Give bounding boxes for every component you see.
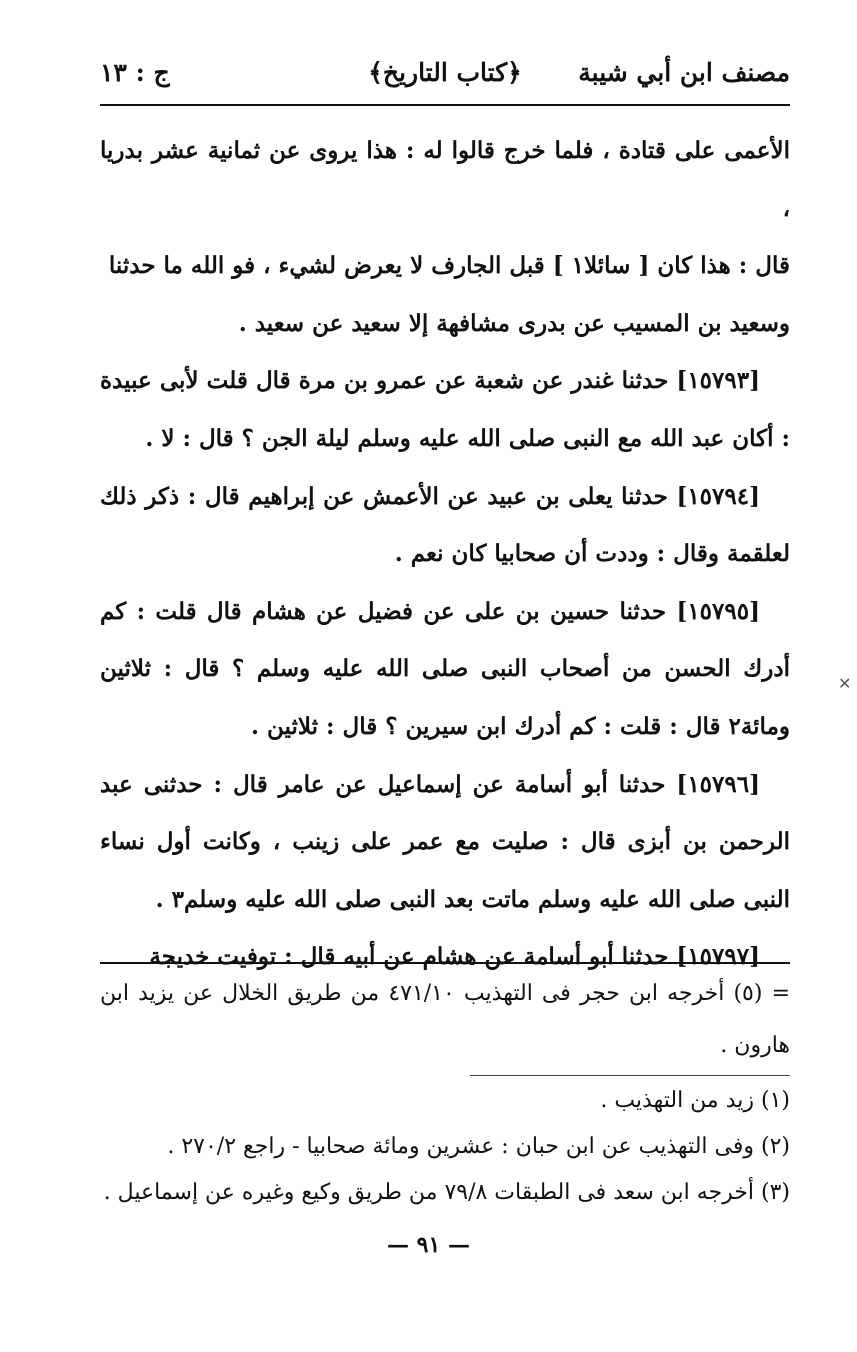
hadith-entry: [١٥٧٩٥] حدثنا حسين بن على عن فضيل عن هشام قال قلت : كم أدرك الحسن من أصحاب النبى صلى الله عليه وسلم ؟ قال : ثلاثين ومائة٢ قال : قلت : كم أدرك ابن سيرين ؟ قال : ثلاثين . (100, 597, 790, 740)
hadith-entry: [١٥٧٩٣] حدثنا غندر عن شعبة عن عمرو بن مرة قال قلت لأبى عبيدة : أكان عبد الله مع النبى صلى الله عليه وسلم ليلة الجن ؟ قال : لا . (100, 367, 790, 452)
footnote-continuation-text: = (٥) أخرجه ابن حجر فى التهذيب ٤٧١/١٠ من طريق الخلال عن يزيد ابن هارون . (100, 981, 790, 1058)
footnote-continuation (100, 968, 790, 1072)
footnote-2: (٢) وفى التهذيب عن ابن حبان : عشرين ومائة صحابيا - راجع ٢٧٠/٢ . (167, 1134, 790, 1159)
hadith-entry: [١٥٧٩٦] حدثنا أبو أسامة عن إسماعيل عن عامر قال : حدثنى عبد الرحمن بن أبزى قال : صليت مع عمر على زينب ، وكانت أول نساء النبى صلى الله عليه وسلم ماتت بعد النبى صلى الله عليه وسلم٣ . (100, 770, 790, 913)
hadith-entry: [١٥٧٩٧] حدثنا أبو أسامة عن هشام عن أبيه قال : توفيت خديجة (149, 943, 760, 971)
running-header (100, 52, 790, 106)
hadith-entry: [١٥٧٩٤] حدثنا يعلى بن عبيد عن الأعمش عن إبراهيم قال : ذكر ذلك لعلقمة وقال : وددت أن صحابيا كان نعم . (100, 482, 790, 568)
footnote-short-divider (470, 1075, 790, 1076)
volume-number: ج : ١٣ (100, 58, 170, 87)
text-line: قال : هذا كان [ سائلا١ ] قبل الجارف لا يعرض لشيء ، فو الله ما حدثنا (108, 252, 790, 280)
footnote-1: (١) زيد من التهذيب . (600, 1088, 790, 1113)
book-title: مصنف ابن أبي شيبة (578, 58, 790, 87)
footnote-3: (٣) أخرجه ابن سعد فى الطبقات ٧٩/٨ من طريق وكيع وغيره عن إسماعيل . (103, 1180, 790, 1205)
scan-mark: ✕ (838, 674, 852, 693)
page-number: — ٩١ — (387, 1232, 470, 1258)
footnotes (100, 1078, 790, 1216)
text-line: وسعيد بن المسيب عن بدرى مشافهة إلا سعيد عن سعيد . (238, 309, 790, 337)
section-title: ﴿كتاب التاريخ﴾ (368, 58, 522, 87)
text-line: الأعمى على قتادة ، فلما خرج قالوا له : هذا يروى عن ثمانية عشر بدريا ، (100, 137, 790, 222)
footnote-divider (100, 962, 790, 964)
main-text (100, 122, 790, 986)
